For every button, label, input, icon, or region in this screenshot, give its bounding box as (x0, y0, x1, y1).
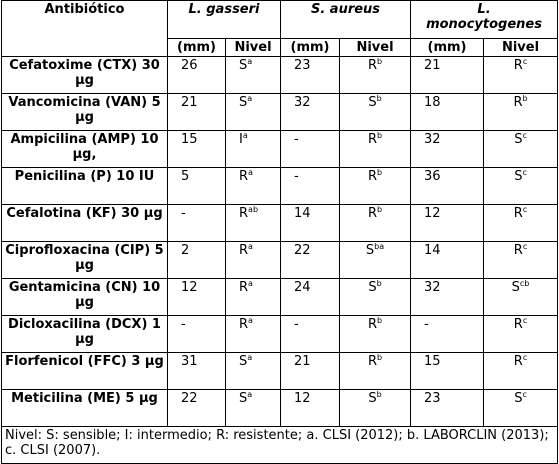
saureus-mm-cell: 21 (281, 353, 340, 390)
reference-superscript: a (248, 242, 253, 251)
level-value: R (513, 317, 523, 332)
document (1, 0, 557, 459)
table-row (2, 279, 558, 316)
subheader-mm: (mm) (411, 39, 484, 57)
reference-superscript: a (247, 390, 253, 399)
level-value: S (239, 354, 248, 369)
reference-superscript: b (376, 168, 383, 177)
table-row (2, 316, 558, 353)
lgasseri-level-cell (226, 279, 281, 316)
antibiotic-cell: Cefalotina (KF) 30 µg (2, 205, 168, 242)
lmonocytogenes-mm-cell: 18 (411, 94, 484, 131)
reference-superscript: ba (374, 242, 385, 251)
lgasseri-mm-cell: - (168, 205, 226, 242)
lmonocytogenes-level-cell (484, 242, 558, 279)
table-row (2, 390, 558, 427)
lgasseri-level-cell (226, 94, 281, 131)
lgasseri-mm-cell: 5 (168, 168, 226, 205)
level-value: R (513, 206, 523, 221)
saureus-level-cell (340, 131, 411, 168)
level-value: R (239, 317, 249, 332)
subheader-nivel: Nivel (226, 39, 281, 57)
saureus-level-cell (340, 168, 411, 205)
level-value: R (367, 206, 377, 221)
reference-superscript: c (522, 131, 527, 140)
level-value: S (511, 280, 520, 295)
level-value: R (239, 280, 249, 295)
table-note: Nivel: S: sensible; I: intermedio; R: resistente; a. CLSI (2012); b. LABORCLIN (2013); c. CLSI (2007). (2, 427, 558, 464)
lgasseri-mm-cell: - (168, 316, 226, 353)
antibiotic-cell: Ciprofloxacina (CIP) 5 µg (2, 242, 168, 279)
level-value: R (367, 132, 377, 147)
lmonocytogenes-mm-cell: 15 (411, 353, 484, 390)
level-value: R (513, 243, 523, 258)
antibiotic-cell: Florfenicol (FFC) 3 µg (2, 353, 168, 390)
lgasseri-level-cell (226, 390, 281, 427)
lmonocytogenes-level-cell (484, 205, 558, 242)
lmonocytogenes-level-cell (484, 94, 558, 131)
saureus-column-header: S. aureus (281, 1, 411, 39)
lmonocytogenes-mm-cell: 12 (411, 205, 484, 242)
reference-superscript: b (376, 205, 383, 214)
lmonocytogenes-level-cell (484, 168, 558, 205)
lmonocytogenes-line2: monocytogenes (426, 17, 542, 32)
lmonocytogenes-level-cell (484, 57, 558, 94)
reference-superscript: a (247, 57, 253, 66)
reference-superscript: b (522, 94, 528, 103)
level-value: R (367, 317, 377, 332)
level-value: S (368, 95, 377, 110)
lgasseri-level-cell (226, 353, 281, 390)
saureus-level-cell (340, 57, 411, 94)
reference-superscript: b (376, 131, 383, 140)
saureus-mm-cell: 23 (281, 57, 340, 94)
lmonocytogenes-mm-cell: - (411, 316, 484, 353)
antibiotic-cell: Penicilina (P) 10 IU (2, 168, 168, 205)
reference-superscript: a (247, 353, 253, 362)
reference-superscript: c (522, 242, 528, 251)
subheader-mm: (mm) (281, 39, 340, 57)
reference-superscript: a (248, 316, 253, 325)
lgasseri-level-cell (226, 242, 281, 279)
antibiotic-cell: Vancomicina (VAN) 5 µg (2, 94, 168, 131)
lmonocytogenes-mm-cell: 23 (411, 390, 484, 427)
lmonocytogenes-mm-cell: 36 (411, 168, 484, 205)
lmonocytogenes-level-cell (484, 390, 558, 427)
reference-superscript: c (522, 353, 528, 362)
lgasseri-mm-cell: 15 (168, 131, 226, 168)
lgasseri-mm-cell: 22 (168, 390, 226, 427)
reference-superscript: b (376, 316, 383, 325)
lgasseri-column-header: L. gasseri (168, 1, 281, 39)
antibiotic-cell: Dicloxacilina (DCX) 1 µg (2, 316, 168, 353)
level-value: S (239, 95, 248, 110)
lgasseri-level-cell (226, 131, 281, 168)
saureus-mm-cell: - (281, 168, 340, 205)
table-row (2, 131, 558, 168)
reference-superscript: a (248, 168, 253, 177)
saureus-level-cell (340, 94, 411, 131)
lmonocytogenes-level-cell (484, 353, 558, 390)
table-row (2, 353, 558, 390)
lgasseri-mm-cell: 26 (168, 57, 226, 94)
saureus-level-cell (340, 205, 411, 242)
antibiotic-cell: Meticilina (ME) 5 µg (2, 390, 168, 427)
lmonocytogenes-mm-cell: 32 (411, 279, 484, 316)
antibiotic-cell: Gentamicina (CN) 10 µg (2, 279, 168, 316)
level-value: I (239, 132, 243, 147)
reference-superscript: b (376, 57, 383, 66)
level-value: R (513, 354, 523, 369)
level-value: R (239, 243, 249, 258)
reference-superscript: b (376, 390, 382, 399)
level-value: R (513, 95, 523, 110)
level-value: R (367, 58, 377, 73)
lmonocytogenes-level-cell (484, 279, 558, 316)
saureus-level-cell (340, 390, 411, 427)
saureus-level-cell (340, 279, 411, 316)
level-value: S (239, 391, 248, 406)
saureus-mm-cell: 12 (281, 390, 340, 427)
table-row (2, 57, 558, 94)
saureus-mm-cell: 22 (281, 242, 340, 279)
antibiotic-susceptibility-table (1, 0, 558, 464)
lmonocytogenes-level-cell (484, 131, 558, 168)
table-row (2, 242, 558, 279)
reference-superscript: a (248, 279, 253, 288)
lgasseri-mm-cell: 12 (168, 279, 226, 316)
reference-superscript: ab (248, 205, 259, 214)
level-value: R (513, 58, 523, 73)
table-row (2, 168, 558, 205)
note-row (2, 427, 558, 464)
saureus-mm-cell: - (281, 131, 340, 168)
header-row (2, 1, 558, 39)
lgasseri-level-cell (226, 57, 281, 94)
subheader-nivel: Nivel (340, 39, 411, 57)
level-value: S (239, 58, 248, 73)
reference-superscript: a (247, 94, 253, 103)
lmonocytogenes-column-header (411, 1, 558, 39)
reference-superscript: c (522, 390, 527, 399)
reference-superscript: cb (519, 279, 530, 288)
lgasseri-level-cell (226, 316, 281, 353)
reference-superscript: c (522, 205, 528, 214)
reference-superscript: b (376, 94, 382, 103)
level-value: R (239, 169, 249, 184)
saureus-level-cell (340, 316, 411, 353)
level-value: R (239, 206, 249, 221)
lmonocytogenes-line1: L. (477, 2, 491, 17)
level-value: S (514, 169, 523, 184)
level-value: S (514, 132, 523, 147)
level-value: S (368, 280, 377, 295)
saureus-level-cell (340, 353, 411, 390)
reference-superscript: b (376, 279, 382, 288)
lmonocytogenes-mm-cell: 32 (411, 131, 484, 168)
antibiotic-cell: Ampicilina (AMP) 10 µg, (2, 131, 168, 168)
saureus-mm-cell: 32 (281, 94, 340, 131)
level-value: R (367, 169, 377, 184)
reference-superscript: c (522, 316, 528, 325)
level-value: S (514, 391, 523, 406)
antibiotic-column-header: Antibiótico (2, 1, 168, 57)
reference-superscript: b (376, 353, 383, 362)
reference-superscript: a (242, 131, 248, 140)
lmonocytogenes-mm-cell: 21 (411, 57, 484, 94)
lgasseri-mm-cell: 21 (168, 94, 226, 131)
saureus-level-cell (340, 242, 411, 279)
lmonocytogenes-level-cell (484, 316, 558, 353)
table-row (2, 205, 558, 242)
saureus-mm-cell: 24 (281, 279, 340, 316)
table-row (2, 94, 558, 131)
subheader-nivel: Nivel (484, 39, 558, 57)
reference-superscript: c (522, 168, 527, 177)
lgasseri-level-cell (226, 168, 281, 205)
lmonocytogenes-mm-cell: 14 (411, 242, 484, 279)
level-value: R (367, 354, 377, 369)
antibiotic-cell: Cefatoxime (CTX) 30 µg (2, 57, 168, 94)
lgasseri-mm-cell: 31 (168, 353, 226, 390)
lgasseri-level-cell (226, 205, 281, 242)
lgasseri-mm-cell: 2 (168, 242, 226, 279)
subheader-mm: (mm) (168, 39, 226, 57)
saureus-mm-cell: 14 (281, 205, 340, 242)
level-value: S (368, 391, 377, 406)
level-value: S (365, 243, 375, 258)
reference-superscript: c (522, 57, 528, 66)
saureus-mm-cell: - (281, 316, 340, 353)
